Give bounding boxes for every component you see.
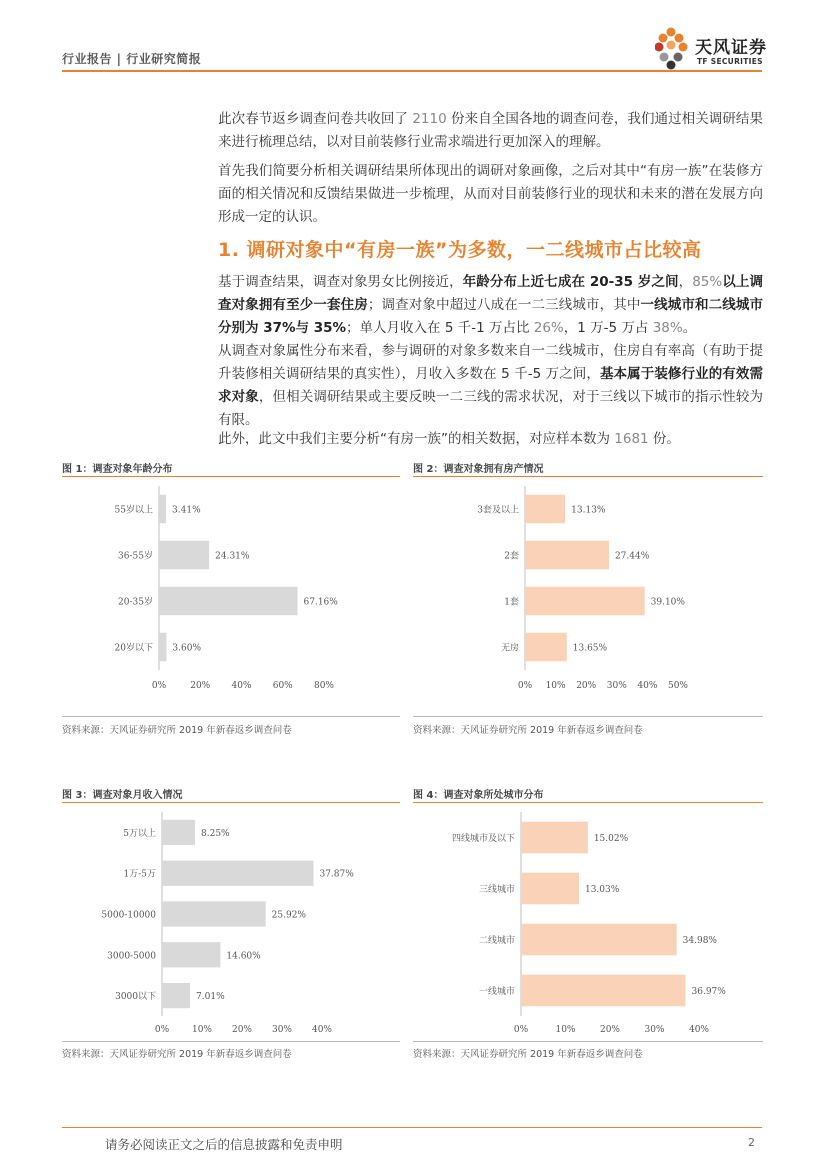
paragraph-3: 基于调查结果，调查对象男女比例接近，年龄分布上近七成在 20-35 岁之间，85%以上调查对象拥有至少一套住房；调查对象中超过八成在一二三线城市，其中一线城市和二线城市分别为 37%与 35%；单人月收入在 5 千-1 万占比 26%，1 万-5 万占 38%。 [218, 274, 764, 336]
value-label: 25.92% [271, 910, 307, 921]
bar [525, 587, 645, 616]
tick-label: 60% [272, 681, 293, 691]
category-label: 无房 [500, 643, 519, 654]
tick-label: 40% [311, 1025, 333, 1035]
brand-name-en: TF SECURITIES [697, 57, 763, 66]
category-label: 5万以上 [123, 828, 156, 839]
bar [521, 975, 686, 1007]
category-label: 3000-5000 [107, 951, 156, 962]
value-label: 3.60% [172, 643, 202, 654]
tick-label: 20% [190, 681, 211, 691]
category-label: 2套 [504, 551, 519, 562]
value-label: 34.98% [682, 936, 717, 946]
value-label: 67.16% [303, 597, 338, 608]
fig3-chart [62, 804, 400, 1039]
bar [521, 924, 677, 956]
tick-label: 40% [688, 1025, 710, 1035]
paragraph-4: 从调查对象属性分布来看，参与调研的对象多数来自一二线城市，住房自有率高（有助于提升装修相关调研结果的真实性），月收入多数在 5 千-5 万之间，基本属于装修行业的有效需求对象，但相关调研结果或主要反映一二三线的需求状况，对于三线以下城市的指示性较为有限。 [218, 343, 764, 428]
bar [162, 820, 195, 845]
category-label: 36-55岁 [118, 551, 153, 562]
bar [162, 901, 266, 926]
bar [159, 587, 298, 616]
section-heading: 1. 调研对象中“有房一族”为多数，一二线城市占比较高 [218, 239, 702, 261]
value-label: 13.13% [571, 505, 606, 516]
category-label: 三线城市 [478, 885, 515, 895]
breadcrumb: 行业报告 | 行业研究简报 [62, 52, 202, 66]
category-label: 3000以下 [115, 992, 156, 1003]
tick-label: 20% [599, 1025, 621, 1035]
tick-label: 20% [231, 1025, 253, 1035]
fig4-source: 资料来源：天风证券研究所 2019 年新春返乡调查问卷 [413, 1049, 643, 1060]
category-label: 1套 [504, 597, 519, 608]
tick-label: 30% [644, 1025, 665, 1035]
tick-label: 50% [667, 681, 689, 691]
value-label: 36.97% [691, 987, 726, 997]
footer-disclaimer: 请务必阅读正文之后的信息披露和免责申明 [105, 1137, 343, 1152]
tick-label: 30% [606, 681, 627, 691]
fig1-bottom-rule [62, 716, 400, 717]
tick-label: 10% [191, 1025, 213, 1035]
bar [525, 541, 609, 570]
fig2-bottom-rule [413, 716, 763, 717]
category-label: 3套及以上 [477, 505, 519, 516]
bar [159, 633, 166, 662]
category-label: 一线城市 [478, 987, 515, 997]
category-label: 20岁以下 [114, 643, 153, 654]
bar [521, 873, 579, 905]
tick-label: 0% [151, 681, 167, 691]
fig3-source: 资料来源：天风证券研究所 2019 年新春返乡调查问卷 [62, 1049, 292, 1060]
category-label: 55岁以上 [114, 505, 153, 516]
fig2-chart [413, 478, 763, 713]
value-label: 37.87% [319, 869, 354, 880]
value-label: 13.03% [584, 885, 620, 895]
bar [159, 541, 209, 570]
bar [159, 495, 166, 524]
bar [521, 822, 588, 854]
value-label: 13.65% [572, 643, 608, 654]
category-label: 四线城市及以下 [451, 834, 515, 844]
bar [525, 495, 565, 524]
category-label: 5000-10000 [101, 910, 156, 921]
fig1-title: 图 1：调查对象年龄分布 [62, 464, 173, 475]
fig1-top-rule [62, 476, 400, 477]
paragraph-1: 此次春节返乡调查问卷共收回了 2110 份来自全国各地的调查问卷，我们通过相关调研结果来进行梳理总结，以对目前装修行业需求端进行更加深入的理解。 [218, 111, 763, 150]
fig2-source: 资料来源：天风证券研究所 2019 年新春返乡调查问卷 [413, 725, 643, 736]
tick-label: 40% [637, 681, 658, 691]
fig1-source: 资料来源：天风证券研究所 2019 年新春返乡调查问卷 [62, 725, 292, 736]
brand-name: 天风证券 [695, 38, 767, 58]
fig4-chart [413, 804, 763, 1039]
value-label: 15.02% [593, 834, 629, 844]
bar [525, 633, 567, 662]
fig1-chart [62, 478, 400, 713]
value-label: 14.60% [226, 951, 261, 962]
tick-label: 20% [576, 681, 597, 691]
fig3-title: 图 3：调查对象月收入情况 [62, 790, 183, 801]
value-label: 7.01% [196, 992, 225, 1003]
fig4-title: 图 4：调查对象所处城市分布 [413, 790, 544, 801]
value-label: 3.41% [172, 505, 201, 516]
tick-label: 80% [313, 681, 335, 691]
paragraph-2: 首先我们简要分析相关调研结果所体现出的调研对象画像，之后对其中“有房一族”在装修方面的相关情况和反馈结果做进一步梳理，从而对目前装修行业的现状和未来的潜在发展方向形成一定的认识。 [218, 163, 763, 225]
fig3-bottom-rule [62, 1041, 400, 1042]
fig4-bottom-rule [413, 1041, 763, 1042]
fig4-top-rule [413, 802, 763, 803]
fig3-top-rule [62, 802, 400, 803]
tick-label: 10% [555, 1025, 576, 1035]
page-number: 2 [748, 1136, 755, 1149]
bar [162, 942, 220, 967]
tick-label: 0% [513, 1025, 529, 1035]
fig2-title: 图 2：调查对象拥有房产情况 [413, 464, 544, 475]
category-label: 20-35岁 [118, 597, 153, 608]
footer-divider [62, 1127, 762, 1128]
fig2-top-rule [413, 476, 763, 477]
bar [162, 861, 313, 886]
category-label: 1万-5万 [123, 869, 156, 880]
tick-label: 30% [271, 1025, 293, 1035]
tick-label: 0% [154, 1025, 170, 1035]
tick-label: 0% [517, 681, 533, 691]
category-label: 二线城市 [478, 936, 515, 946]
value-label: 27.44% [614, 551, 650, 562]
tick-label: 10% [545, 681, 566, 691]
tick-label: 40% [231, 681, 252, 691]
value-label: 8.25% [201, 828, 230, 839]
value-label: 39.10% [650, 597, 685, 608]
value-label: 24.31% [215, 551, 250, 562]
paragraph-5: 此外，此文中我们主要分析“有房一族”的相关数据，对应样本数为 1681 份。 [218, 431, 680, 447]
bar [162, 983, 190, 1008]
